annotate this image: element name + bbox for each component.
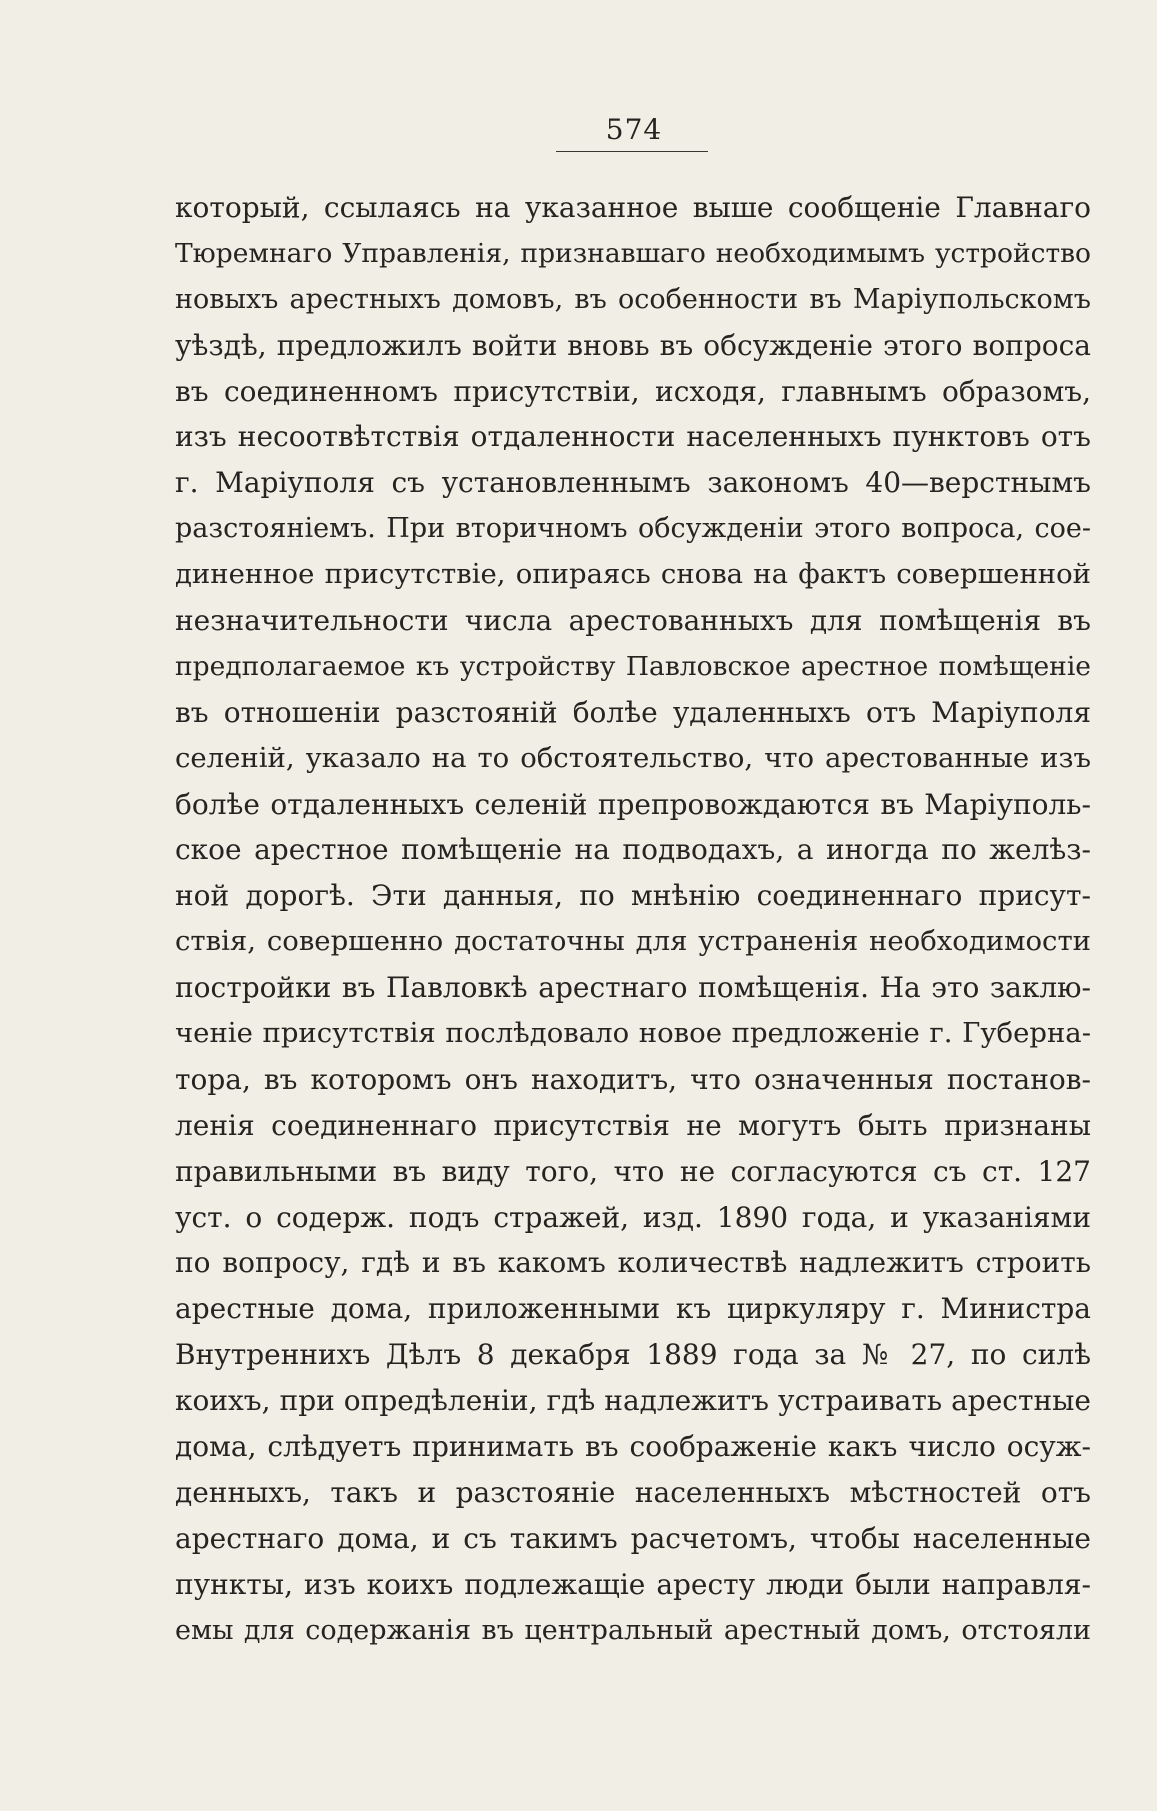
text-line: арестнаго дома, и съ такимъ расчетомъ, чтобы населенные <box>175 1521 1091 1555</box>
text-line: ной дорогѣ. Эти данныя, по мнѣнію соединеннаго присут- <box>175 879 1091 913</box>
text-line: постройки въ Павловкѣ арестнаго помѣщенія. На это заклю- <box>175 971 1091 1005</box>
text-line: въ соединенномъ присутствіи, исходя, главнымъ образомъ, <box>175 374 1091 408</box>
header-rule <box>556 151 708 152</box>
text-line: разстояніемъ. При вторичномъ обсужденіи этого вопроса, сое- <box>175 513 1091 545</box>
text-line: предполагаемое къ устройству Павловское арестное помѣщеніе <box>175 650 1091 682</box>
text-line: г. Маріуполя съ установленнымъ закономъ 40—верстнымъ <box>175 466 1091 500</box>
text-line: коихъ, при опредѣленіи, гдѣ надлежитъ устраивать арестные <box>175 1384 1091 1418</box>
text-line: дома, слѣдуетъ принимать въ соображеніе какъ число осуж- <box>175 1430 1091 1464</box>
text-line: Тюремнаго Управленія, признавшаго необходимымъ устройство <box>175 237 1091 269</box>
text-line: изъ несоотвѣтствія отдаленности населенныхъ пунктовъ отъ <box>175 420 1091 454</box>
text-line: правильными въ виду того, что не согласуются съ ст. 127 <box>175 1154 1091 1188</box>
text-line: уѣздѣ, предложилъ войти вновь въ обсужденіе этого вопроса <box>175 328 1091 362</box>
text-line: диненное присутствіе, опираясь снова на фактъ совершенной <box>175 558 1091 591</box>
body-text <box>175 185 1091 1654</box>
text-line: уст. о содерж. подъ стражей, изд. 1890 года, и указаніями <box>175 1200 1091 1234</box>
text-line: денныхъ, такъ и разстояніе населенныхъ мѣстностей отъ <box>175 1475 1091 1509</box>
text-line: въ отношеніи разстояній болѣе удаленныхъ отъ Маріуполя <box>175 695 1091 729</box>
text-line: новыхъ арестныхъ домовъ, въ особенности въ Маріупольскомъ <box>175 283 1091 315</box>
text-line: арестные дома, приложенными къ циркуляру г. Министра <box>175 1292 1091 1326</box>
text-line: ствія, совершенно достаточны для устраненія необходимости <box>175 925 1091 958</box>
text-line: ское арестное помѣщеніе на подводахъ, а иногда по желѣз- <box>175 833 1091 867</box>
text-line: ченіе присутствія послѣдовало новое предложеніе г. Губерна- <box>175 1017 1091 1050</box>
text-line: Внутреннихъ Дѣлъ 8 декабря 1889 года за № 27, по силѣ <box>175 1338 1091 1372</box>
text-line: ленія соединеннаго присутствія не могутъ быть признаны <box>175 1108 1091 1142</box>
text-line: по вопросу, гдѣ и въ какомъ количествѣ надлежитъ строить <box>175 1246 1091 1280</box>
text-line: который, ссылаясь на указанное выше сообщеніе Главнаго <box>175 191 1091 224</box>
page-number: 574 <box>605 113 663 146</box>
text-line: болѣе отдаленныхъ селеній препровождаются въ Маріуполь- <box>175 787 1091 821</box>
text-line: емы для содержанія въ центральный арестный домъ, отстояли <box>175 1614 1091 1646</box>
text-line: пункты, изъ коихъ подлежащіе аресту люди были направля- <box>175 1567 1091 1601</box>
text-line: тора, въ которомъ онъ находитъ, что означенныя постанов- <box>175 1062 1091 1096</box>
text-line: селеній, указало на то обстоятельство, что арестованные изъ <box>175 741 1091 774</box>
text-line: незначительности числа арестованныхъ для помѣщенія въ <box>175 604 1091 638</box>
